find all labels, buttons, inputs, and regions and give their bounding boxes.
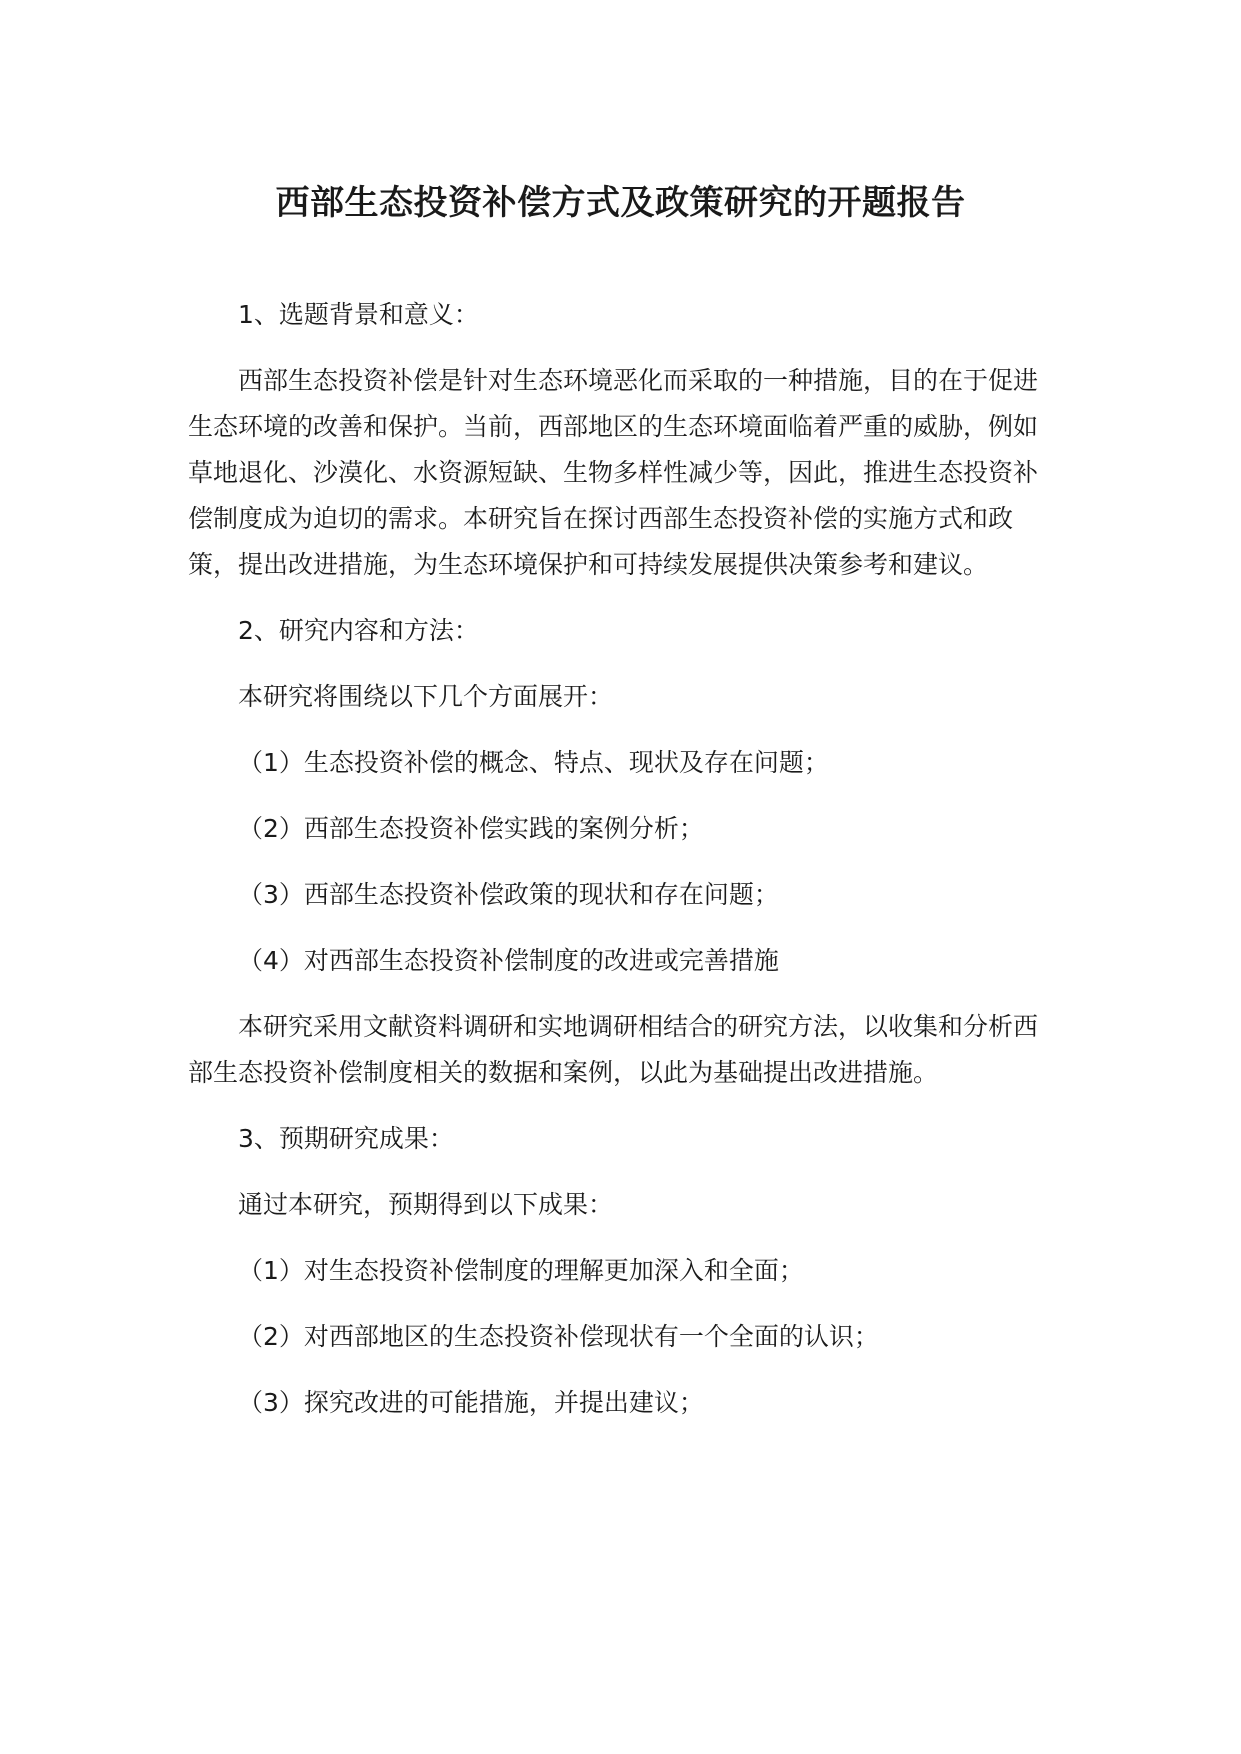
list-item-content-2: （2）西部生态投资补偿实践的案例分析； <box>238 814 704 843</box>
paragraph-background: 西部生态投资补偿是针对生态环境恶化而采取的一种措施，目的在于促进生态环境的改善和保护。当前，西部地区的生态环境面临着严重的威胁，例如草地退化、沙漠化、水资源短缺、生物多样性减少等，因此，推进生态投资补偿制度成为迫切的需求。本研究旨在探讨西部生态投资补偿的实施方式和政策，提出改进措施，为生态环境保护和可持续发展提供决策参考和建议。 <box>188 366 1039 579</box>
document-body <box>188 292 1044 1446</box>
list-item-content-4: （4）对西部生态投资补偿制度的改进或完善措施 <box>238 946 779 975</box>
list-item-result-1: （1）对生态投资补偿制度的理解更加深入和全面； <box>238 1256 804 1285</box>
list-item-content-3: （3）西部生态投资补偿政策的现状和存在问题； <box>238 880 779 909</box>
list-item-content-1: （1）生态投资补偿的概念、特点、现状及存在问题； <box>238 748 829 777</box>
document-title: 西部生态投资补偿方式及政策研究的开题报告 <box>275 183 966 223</box>
paragraph-results-intro: 通过本研究，预期得到以下成果： <box>238 1190 614 1219</box>
paragraph-content-intro: 本研究将围绕以下几个方面展开： <box>238 682 614 711</box>
paragraph-methods: 本研究采用文献资料调研和实地调研相结合的研究方法，以收集和分析西部生态投资补偿制度相关的数据和案例，以此为基础提出改进措施。 <box>188 1012 1039 1087</box>
list-item-result-3: （3）探究改进的可能措施，并提出建议； <box>238 1388 704 1417</box>
section-heading-content-methods: 2、研究内容和方法： <box>238 616 479 645</box>
section-heading-expected-results: 3、预期研究成果： <box>238 1124 454 1153</box>
list-item-result-2: （2）对西部地区的生态投资补偿现状有一个全面的认识； <box>238 1322 879 1351</box>
section-heading-background: 1、选题背景和意义： <box>238 300 479 329</box>
